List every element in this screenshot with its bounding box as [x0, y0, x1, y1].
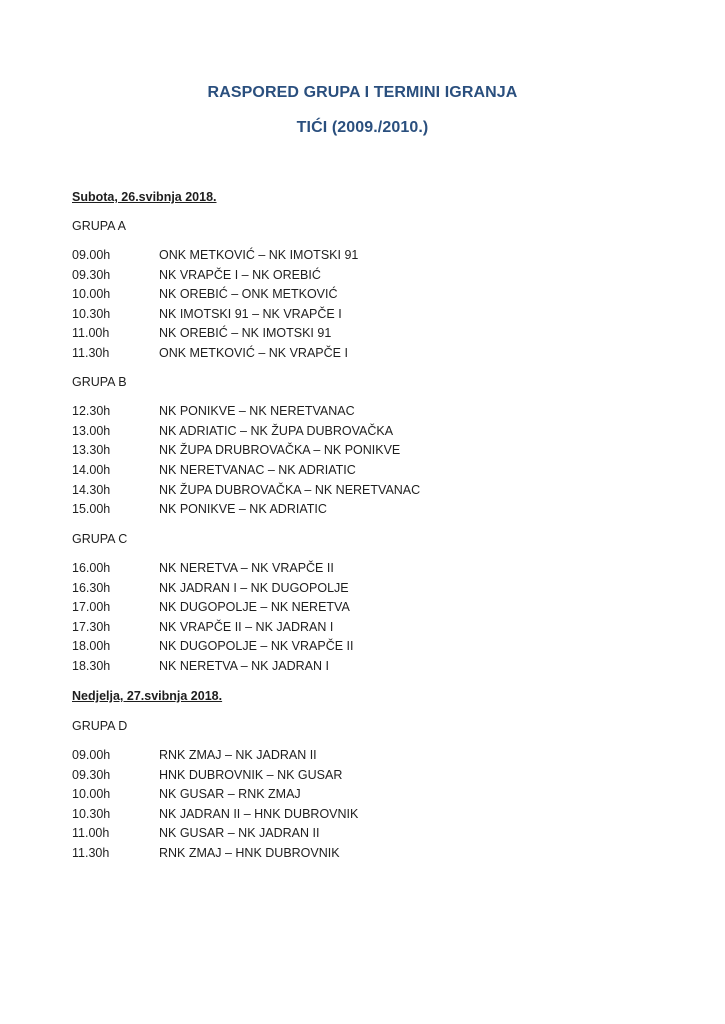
match-time: 10.00h	[72, 787, 111, 801]
match-time: 12.30h	[72, 404, 111, 418]
match-time: 15.00h	[72, 502, 111, 516]
match-time: 11.00h	[72, 826, 110, 840]
match-time: 14.00h	[72, 463, 111, 477]
group-heading-b: GRUPA B	[72, 375, 127, 389]
match-teams: NK NERETVANAC – NK ADRIATIC	[159, 463, 356, 477]
page-subtitle: TIĆI (2009./2010.)	[296, 119, 429, 136]
match-time: 09.00h	[72, 748, 111, 762]
group-heading-c: GRUPA C	[72, 532, 128, 546]
match-time: 10.30h	[72, 807, 111, 821]
match-teams: ONK METKOVIĆ – NK VRAPČE I	[159, 346, 348, 360]
match-teams: NK JADRAN II – HNK DUBROVNIK	[159, 807, 359, 821]
match-teams: NK GUSAR – NK JADRAN II	[159, 826, 320, 840]
match-time: 16.30h	[72, 581, 111, 595]
match-time: 09.30h	[72, 768, 111, 782]
match-teams: NK NERETVA – NK VRAPČE II	[159, 561, 334, 575]
day-heading-sunday: Nedjelja, 27.svibnja 2018.	[72, 689, 223, 703]
match-time: 13.30h	[72, 443, 111, 457]
match-time: 11.00h	[72, 326, 110, 340]
match-teams: RNK ZMAJ – NK JADRAN II	[159, 748, 317, 762]
match-teams: RNK ZMAJ – HNK DUBROVNIK	[159, 846, 340, 860]
match-teams: NK IMOTSKI 91 – NK VRAPČE I	[159, 307, 342, 321]
match-teams: NK GUSAR – RNK ZMAJ	[159, 787, 301, 801]
match-time: 11.30h	[72, 346, 110, 360]
day-heading-saturday: Subota, 26.svibnja 2018.	[72, 190, 217, 204]
match-time: 11.30h	[72, 846, 110, 860]
match-time: 09.30h	[72, 268, 111, 282]
match-time: 14.30h	[72, 483, 111, 497]
match-teams: NK NERETVA – NK JADRAN I	[159, 659, 329, 673]
match-time: 18.00h	[72, 639, 111, 653]
match-teams: NK DUGOPOLJE – NK NERETVA	[159, 600, 350, 614]
match-time: 17.30h	[72, 620, 111, 634]
match-teams: HNK DUBROVNIK – NK GUSAR	[159, 768, 343, 782]
match-teams: NK PONIKVE – NK ADRIATIC	[159, 502, 327, 516]
match-time: 18.30h	[72, 659, 111, 673]
match-time: 09.00h	[72, 248, 111, 262]
group-heading-d: GRUPA D	[72, 719, 128, 733]
group-heading-a: GRUPA A	[72, 219, 126, 233]
match-teams: NK JADRAN I – NK DUGOPOLJE	[159, 581, 349, 595]
match-time: 17.00h	[72, 600, 111, 614]
match-teams: NK OREBIĆ – NK IMOTSKI 91	[159, 326, 332, 340]
match-teams: NK ADRIATIC – NK ŽUPA DUBROVAČKA	[159, 424, 394, 438]
match-time: 13.00h	[72, 424, 111, 438]
match-teams: NK ŽUPA DRUBROVAČKA – NK PONIKVE	[159, 443, 401, 457]
page-title: RASPORED GRUPA I TERMINI IGRANJA	[207, 84, 518, 101]
match-teams: NK ŽUPA DUBROVAČKA – NK NERETVANAC	[159, 483, 421, 497]
match-time: 16.00h	[72, 561, 111, 575]
match-teams: NK OREBIĆ – ONK METKOVIĆ	[159, 287, 338, 301]
match-teams: NK VRAPČE II – NK JADRAN I	[159, 620, 334, 634]
match-teams: NK PONIKVE – NK NERETVANAC	[159, 404, 355, 418]
match-teams: ONK METKOVIĆ – NK IMOTSKI 91	[159, 248, 359, 262]
match-time: 10.00h	[72, 287, 111, 301]
match-time: 10.30h	[72, 307, 111, 321]
match-teams: NK DUGOPOLJE – NK VRAPČE II	[159, 639, 354, 653]
match-teams: NK VRAPČE I – NK OREBIĆ	[159, 268, 321, 282]
